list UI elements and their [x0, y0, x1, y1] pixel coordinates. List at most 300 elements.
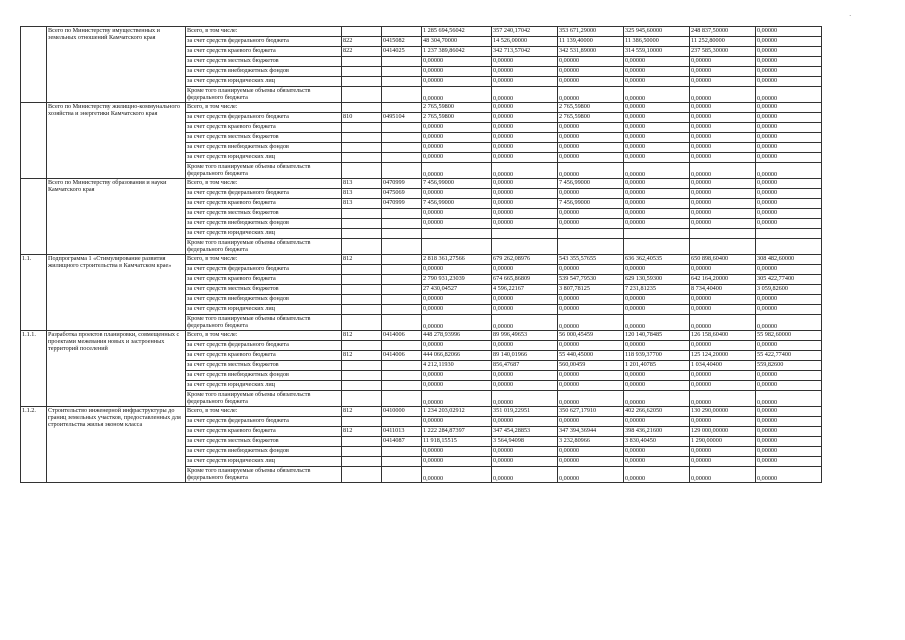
amount-year-4: 248 837,50000	[690, 27, 756, 37]
grbs-code: 813	[342, 179, 382, 189]
amount-total: 1 285 694,56042	[422, 27, 492, 37]
amount-year-2: 2 765,59800	[558, 113, 624, 123]
amount-year-2: 350 627,17910	[558, 407, 624, 417]
amount-year-5: 0,00000	[756, 113, 822, 123]
funding-source: Кроме того планируемые объемы обязательств федерального бюджета	[186, 315, 342, 331]
grbs-code	[342, 67, 382, 77]
funding-source: Всего, в том числе:	[186, 103, 342, 113]
amount-year-5: 55 982,60000	[756, 331, 822, 341]
kbk-code	[382, 275, 422, 285]
amount-year-2: 539 547,79530	[558, 275, 624, 285]
amount-year-3: 0,00000	[624, 87, 690, 103]
amount-year-2: 3 232,80966	[558, 437, 624, 447]
amount-year-5: 0,00000	[756, 57, 822, 67]
amount-year-1: 0,00000	[492, 77, 558, 87]
kbk-code	[382, 67, 422, 77]
kbk-code	[382, 447, 422, 457]
amount-year-1: 0,00000	[492, 199, 558, 209]
funding-source: за счет средств федерального бюджета	[186, 341, 342, 351]
amount-year-1: 674 665,86809	[492, 275, 558, 285]
grbs-code	[342, 87, 382, 103]
amount-year-1: 0,00000	[492, 219, 558, 229]
amount-total: 0,00000	[422, 381, 492, 391]
amount-year-2: 55 440,45000	[558, 351, 624, 361]
funding-source: Кроме того планируемые объемы обязательств федерального бюджета	[186, 163, 342, 179]
amount-year-3	[624, 229, 690, 239]
amount-year-4: 0,00000	[690, 381, 756, 391]
amount-year-1: 679 262,08976	[492, 255, 558, 265]
amount-total: 48 304,70000	[422, 37, 492, 47]
table-row	[21, 331, 822, 341]
table-row	[21, 407, 822, 417]
amount-year-5: 0,00000	[756, 437, 822, 447]
amount-year-3: 0,00000	[624, 457, 690, 467]
kbk-code	[382, 143, 422, 153]
kbk-code	[382, 361, 422, 371]
amount-total: 2 765,59800	[422, 113, 492, 123]
kbk-code	[382, 239, 422, 255]
grbs-code: 810	[342, 113, 382, 123]
funding-source: за счет средств внебюджетных фондов	[186, 67, 342, 77]
funding-source: за счет средств федерального бюджета	[186, 265, 342, 275]
amount-year-4: 126 158,60400	[690, 331, 756, 341]
amount-year-3: 0,00000	[624, 163, 690, 179]
amount-year-5	[756, 239, 822, 255]
funding-source: Кроме того планируемые объемы обязательств федерального бюджета	[186, 87, 342, 103]
amount-year-2: 353 671,29000	[558, 27, 624, 37]
amount-total: 0,00000	[422, 77, 492, 87]
amount-year-1: 0,00000	[492, 457, 558, 467]
amount-year-5: 0,00000	[756, 315, 822, 331]
amount-year-3: 0,00000	[624, 113, 690, 123]
amount-total: 0,00000	[422, 341, 492, 351]
funding-source: за счет средств краевого бюджета	[186, 47, 342, 57]
amount-year-4	[690, 229, 756, 239]
amount-total: 0,00000	[422, 219, 492, 229]
kbk-code	[382, 163, 422, 179]
amount-total: 7 456,99000	[422, 179, 492, 189]
funding-source: за счет средств краевого бюджета	[186, 275, 342, 285]
amount-year-5: 3 059,82600	[756, 285, 822, 295]
grbs-code	[342, 209, 382, 219]
amount-total: 1 237 389,86042	[422, 47, 492, 57]
grbs-code: 812	[342, 407, 382, 417]
amount-year-1: 0,00000	[492, 67, 558, 77]
kbk-code	[382, 467, 422, 483]
grbs-code: 822	[342, 47, 382, 57]
amount-year-5: 0,00000	[756, 189, 822, 199]
amount-year-3: 120 140,78485	[624, 331, 690, 341]
amount-year-3: 629 130,59300	[624, 275, 690, 285]
kbk-code	[382, 285, 422, 295]
funding-source: Всего, в том числе:	[186, 255, 342, 265]
amount-year-3: 0,00000	[624, 219, 690, 229]
amount-year-2: 0,00000	[558, 133, 624, 143]
funding-source: за счет средств внебюджетных фондов	[186, 143, 342, 153]
amount-year-1: 0,00000	[492, 163, 558, 179]
amount-year-3: 0,00000	[624, 153, 690, 163]
amount-year-5: 0,00000	[756, 179, 822, 189]
amount-year-5: 0,00000	[756, 371, 822, 381]
amount-year-5: 308 482,60000	[756, 255, 822, 265]
kbk-code	[382, 417, 422, 427]
grbs-code	[342, 305, 382, 315]
budget-table-sheet	[20, 26, 820, 483]
amount-year-2: 7 456,99000	[558, 199, 624, 209]
funding-source: за счет средств краевого бюджета	[186, 123, 342, 133]
grbs-code	[342, 361, 382, 371]
amount-total: 0,00000	[422, 143, 492, 153]
grbs-code	[342, 341, 382, 351]
grbs-code	[342, 315, 382, 331]
amount-total	[422, 229, 492, 239]
amount-year-1: 0,00000	[492, 467, 558, 483]
amount-total: 0,00000	[422, 153, 492, 163]
kbk-code	[382, 123, 422, 133]
amount-year-5: 0,00000	[756, 341, 822, 351]
funding-source: за счет средств юридических лиц	[186, 381, 342, 391]
amount-year-1: 89 140,01966	[492, 351, 558, 361]
amount-year-2: 0,00000	[558, 189, 624, 199]
kbk-code	[382, 103, 422, 113]
grbs-code	[342, 133, 382, 143]
amount-year-2: 0,00000	[558, 305, 624, 315]
kbk-code	[382, 391, 422, 407]
amount-year-1: 0,00000	[492, 57, 558, 67]
amount-total: 4 212,11930	[422, 361, 492, 371]
item-number: 1.1.2.	[21, 407, 47, 483]
amount-year-1: 856,47687	[492, 361, 558, 371]
table-row	[21, 27, 822, 37]
amount-year-2: 0,00000	[558, 315, 624, 331]
grbs-code	[342, 295, 382, 305]
item-name: Подпрограмма 1 «Стимулирование развития жилищного строительства в Камчатском крае»	[47, 255, 186, 331]
amount-year-2: 0,00000	[558, 447, 624, 457]
kbk-code	[382, 371, 422, 381]
amount-year-1: 0,00000	[492, 295, 558, 305]
grbs-code	[342, 381, 382, 391]
funding-source: за счет средств внебюджетных фондов	[186, 447, 342, 457]
amount-total: 27 430,04527	[422, 285, 492, 295]
funding-source: Кроме того планируемые объемы обязательств федерального бюджета	[186, 391, 342, 407]
kbk-code: 0415082	[382, 37, 422, 47]
amount-year-5: 0,00000	[756, 407, 822, 417]
amount-year-3: 118 939,37700	[624, 351, 690, 361]
item-name: Всего по Министерству имущественных и земельных отношений Камчатского края	[47, 27, 186, 103]
grbs-code	[342, 265, 382, 275]
amount-year-3: 0,00000	[624, 417, 690, 427]
amount-year-3: 325 945,60000	[624, 27, 690, 37]
amount-year-2: 7 456,99000	[558, 179, 624, 189]
amount-total: 0,00000	[422, 123, 492, 133]
amount-year-3: 0,00000	[624, 179, 690, 189]
amount-total: 0,00000	[422, 163, 492, 179]
amount-year-4: 125 124,20000	[690, 351, 756, 361]
funding-source: за счет средств местных бюджетов	[186, 285, 342, 295]
amount-year-1: 0,00000	[492, 113, 558, 123]
amount-year-3	[624, 239, 690, 255]
amount-year-1: 0,00000	[492, 341, 558, 351]
amount-year-5: 0,00000	[756, 199, 822, 209]
amount-year-3: 0,00000	[624, 447, 690, 457]
amount-total: 0,00000	[422, 265, 492, 275]
amount-year-4: 0,00000	[690, 163, 756, 179]
amount-year-4: 0,00000	[690, 371, 756, 381]
grbs-code: 822	[342, 37, 382, 47]
grbs-code: 812	[342, 351, 382, 361]
amount-year-1	[492, 229, 558, 239]
amount-year-5: 0,00000	[756, 143, 822, 153]
kbk-code	[382, 229, 422, 239]
kbk-code	[382, 295, 422, 305]
amount-year-4: 0,00000	[690, 341, 756, 351]
table-row	[21, 255, 822, 265]
grbs-code: 813	[342, 199, 382, 209]
funding-source: за счет средств юридических лиц	[186, 305, 342, 315]
amount-year-4: 0,00000	[690, 295, 756, 305]
amount-year-1: 357 240,17042	[492, 27, 558, 37]
amount-year-5: 0,00000	[756, 457, 822, 467]
kbk-code	[382, 341, 422, 351]
amount-year-2: 0,00000	[558, 381, 624, 391]
funding-source: Всего, в том числе:	[186, 179, 342, 189]
amount-year-2: 0,00000	[558, 123, 624, 133]
amount-year-1: 0,00000	[492, 143, 558, 153]
amount-year-4: 0,00000	[690, 153, 756, 163]
grbs-code	[342, 163, 382, 179]
amount-total: 0,00000	[422, 87, 492, 103]
amount-year-4: 0,00000	[690, 457, 756, 467]
kbk-code	[382, 209, 422, 219]
amount-year-2: 0,00000	[558, 467, 624, 483]
grbs-code	[342, 457, 382, 467]
amount-year-2: 543 355,57655	[558, 255, 624, 265]
grbs-code	[342, 143, 382, 153]
kbk-code: 0414006	[382, 331, 422, 341]
amount-year-4: 11 252,80000	[690, 37, 756, 47]
amount-total: 2 818 361,27566	[422, 255, 492, 265]
grbs-code: 812	[342, 331, 382, 341]
amount-year-2: 0,00000	[558, 153, 624, 163]
item-number: 1.1.	[21, 255, 47, 331]
amount-year-5: 0,00000	[756, 417, 822, 427]
budget-table-body	[21, 27, 822, 483]
amount-year-5: 559,82600	[756, 361, 822, 371]
amount-year-2: 3 807,78125	[558, 285, 624, 295]
amount-year-4: 237 585,30000	[690, 47, 756, 57]
amount-year-5: 0,00000	[756, 305, 822, 315]
amount-year-2: 347 394,36944	[558, 427, 624, 437]
amount-year-1: 0,00000	[492, 209, 558, 219]
funding-source: за счет средств федерального бюджета	[186, 113, 342, 123]
amount-year-1	[492, 239, 558, 255]
kbk-code: 0410000	[382, 407, 422, 417]
item-name: Разработка проектов планировки, совмещенных с проектами межевания новых и застроенных территорий поселений	[47, 331, 186, 407]
amount-year-2: 0,00000	[558, 143, 624, 153]
amount-total: 2 765,59800	[422, 103, 492, 113]
amount-total: 0,00000	[422, 305, 492, 315]
grbs-code	[342, 437, 382, 447]
amount-year-2	[558, 239, 624, 255]
amount-year-3: 0,00000	[624, 341, 690, 351]
grbs-code	[342, 229, 382, 239]
item-name: Строительство инженерной инфраструктуры до границ земельных участков, предоставленных для строительства жилья эконом класса	[47, 407, 186, 483]
amount-year-4: 650 898,60400	[690, 255, 756, 265]
amount-year-2: 56 000,45459	[558, 331, 624, 341]
amount-total: 0,00000	[422, 57, 492, 67]
amount-year-2	[558, 229, 624, 239]
grbs-code: 813	[342, 189, 382, 199]
kbk-code	[382, 57, 422, 67]
funding-source: за счет средств юридических лиц	[186, 77, 342, 87]
grbs-code: 812	[342, 255, 382, 265]
amount-year-4: 642 164,20000	[690, 275, 756, 285]
kbk-code	[382, 305, 422, 315]
amount-year-3: 0,00000	[624, 265, 690, 275]
amount-total: 0,00000	[422, 447, 492, 457]
amount-year-3: 402 266,62050	[624, 407, 690, 417]
amount-year-4: 0,00000	[690, 467, 756, 483]
amount-year-5: 305 422,77400	[756, 275, 822, 285]
amount-year-3: 0,00000	[624, 315, 690, 331]
kbk-code: 0470999	[382, 179, 422, 189]
amount-year-4: 0,00000	[690, 179, 756, 189]
kbk-code: 0414087	[382, 437, 422, 447]
amount-year-4	[690, 239, 756, 255]
amount-year-4: 0,00000	[690, 391, 756, 407]
amount-total: 0,00000	[422, 189, 492, 199]
amount-total: 0,00000	[422, 295, 492, 305]
grbs-code	[342, 77, 382, 87]
funding-source: за счет средств федерального бюджета	[186, 417, 342, 427]
amount-year-3: 0,00000	[624, 209, 690, 219]
amount-year-1: 0,00000	[492, 133, 558, 143]
kbk-code: 0495104	[382, 113, 422, 123]
funding-source: за счет средств краевого бюджета	[186, 427, 342, 437]
amount-year-1: 0,00000	[492, 417, 558, 427]
amount-year-5: 0,00000	[756, 265, 822, 275]
amount-year-4: 0,00000	[690, 265, 756, 275]
kbk-code	[382, 87, 422, 103]
amount-year-2: 2 765,59800	[558, 103, 624, 113]
funding-source: Всего, в том числе:	[186, 407, 342, 417]
amount-year-4: 0,00000	[690, 417, 756, 427]
amount-year-3: 0,00000	[624, 123, 690, 133]
amount-year-3: 0,00000	[624, 77, 690, 87]
kbk-code	[382, 265, 422, 275]
amount-year-1: 0,00000	[492, 153, 558, 163]
amount-year-3: 0,00000	[624, 467, 690, 483]
amount-year-5: 0,00000	[756, 219, 822, 229]
table-row	[21, 103, 822, 113]
funding-source: за счет средств местных бюджетов	[186, 133, 342, 143]
amount-year-2: 0,00000	[558, 265, 624, 275]
amount-total: 448 278,93996	[422, 331, 492, 341]
grbs-code: 812	[342, 427, 382, 437]
kbk-code	[382, 219, 422, 229]
amount-year-2: 0,00000	[558, 67, 624, 77]
amount-year-2: 0,00000	[558, 371, 624, 381]
amount-year-1: 0,00000	[492, 315, 558, 331]
funding-source: за счет средств юридических лиц	[186, 457, 342, 467]
funding-source: за счет средств местных бюджетов	[186, 437, 342, 447]
amount-total: 0,00000	[422, 67, 492, 77]
amount-year-4: 0,00000	[690, 219, 756, 229]
funding-source: за счет средств местных бюджетов	[186, 361, 342, 371]
amount-year-2: 0,00000	[558, 77, 624, 87]
funding-source: за счет средств краевого бюджета	[186, 351, 342, 361]
funding-source: за счет средств федерального бюджета	[186, 37, 342, 47]
amount-total: 1 234 203,02912	[422, 407, 492, 417]
amount-year-4: 0,00000	[690, 447, 756, 457]
amount-year-1: 0,00000	[492, 179, 558, 189]
funding-source: за счет средств юридических лиц	[186, 153, 342, 163]
amount-year-3: 0,00000	[624, 381, 690, 391]
amount-year-5: 0,00000	[756, 37, 822, 47]
amount-year-1: 0,00000	[492, 305, 558, 315]
kbk-code	[382, 153, 422, 163]
grbs-code	[342, 103, 382, 113]
amount-year-2: 0,00000	[558, 219, 624, 229]
amount-year-3: 0,00000	[624, 67, 690, 77]
amount-year-3: 0,00000	[624, 305, 690, 315]
amount-year-5: 0,00000	[756, 163, 822, 179]
amount-year-1: 89 996,49653	[492, 331, 558, 341]
amount-year-1: 342 713,57042	[492, 47, 558, 57]
amount-total: 0,00000	[422, 467, 492, 483]
amount-year-5: 0,00000	[756, 153, 822, 163]
amount-year-5	[756, 229, 822, 239]
amount-year-4: 8 734,40400	[690, 285, 756, 295]
amount-year-3: 0,00000	[624, 133, 690, 143]
kbk-code	[382, 255, 422, 265]
amount-year-3: 0,00000	[624, 295, 690, 305]
amount-year-1: 4 596,22167	[492, 285, 558, 295]
amount-total: 0,00000	[422, 457, 492, 467]
grbs-code	[342, 57, 382, 67]
amount-year-2: 0,00000	[558, 341, 624, 351]
amount-year-4: 0,00000	[690, 87, 756, 103]
amount-total: 0,00000	[422, 209, 492, 219]
amount-year-1: 351 019,22951	[492, 407, 558, 417]
amount-year-2: 0,00000	[558, 417, 624, 427]
amount-year-4: 0,00000	[690, 199, 756, 209]
amount-year-1: 0,00000	[492, 391, 558, 407]
amount-year-5: 0,00000	[756, 381, 822, 391]
kbk-code	[382, 133, 422, 143]
amount-year-4: 0,00000	[690, 57, 756, 67]
amount-year-5: 0,00000	[756, 133, 822, 143]
kbk-code	[382, 77, 422, 87]
item-name: Всего по Министерству образования и науки Камчатского края	[47, 179, 186, 255]
amount-year-1: 14 526,00000	[492, 37, 558, 47]
amount-year-2: 560,00459	[558, 361, 624, 371]
amount-year-2: 0,00000	[558, 209, 624, 219]
amount-year-4: 1 290,00000	[690, 437, 756, 447]
amount-year-4: 129 000,00000	[690, 427, 756, 437]
amount-year-5: 0,00000	[756, 447, 822, 457]
amount-total: 0,00000	[422, 133, 492, 143]
kbk-code	[382, 315, 422, 331]
funding-source: Кроме того планируемые объемы обязательств федерального бюджета	[186, 239, 342, 255]
grbs-code	[342, 447, 382, 457]
kbk-code: 0414006	[382, 351, 422, 361]
amount-year-5: 0,00000	[756, 67, 822, 77]
amount-year-4: 130 290,00000	[690, 407, 756, 417]
amount-total: 7 456,99000	[422, 199, 492, 209]
grbs-code	[342, 219, 382, 229]
funding-source: за счет средств краевого бюджета	[186, 199, 342, 209]
